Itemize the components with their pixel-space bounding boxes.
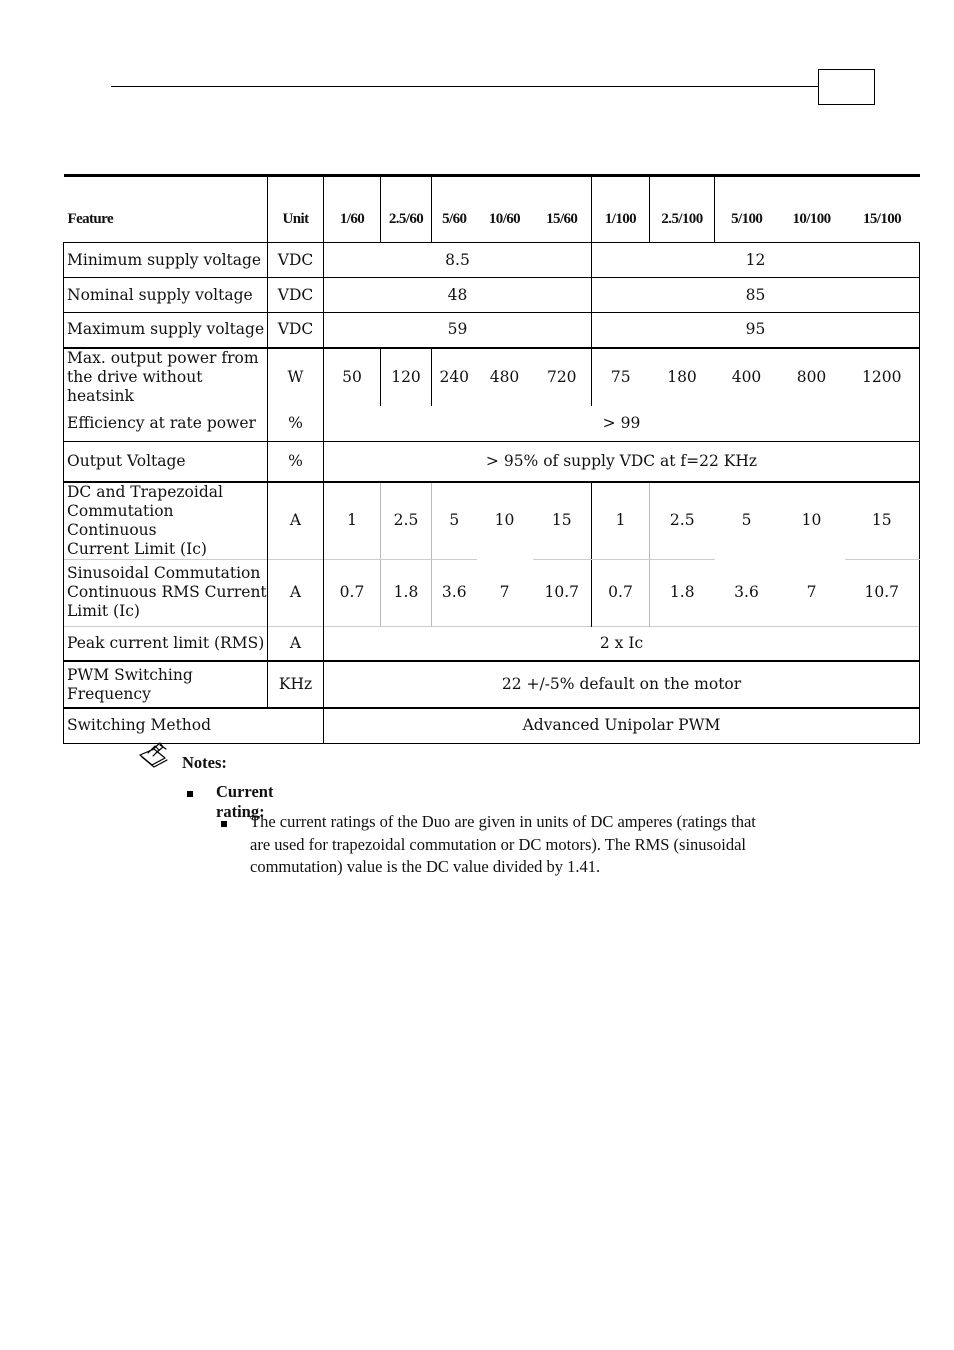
value-cell: 1 — [592, 482, 650, 560]
header-rule — [111, 86, 819, 87]
header-cell: Unit — [268, 176, 324, 243]
value-cell: 75 — [610, 367, 631, 386]
feature-line: Sinusoidal Commutation — [67, 564, 261, 582]
note-paragraph — [250, 811, 850, 879]
value-cell: 2.5 — [650, 482, 715, 560]
bullet-marker — [221, 812, 227, 832]
note-line: The current ratings of the Duo are given in units of DC amperes (ratings that — [250, 812, 756, 831]
note-line: are used for trapezoidal commutation or DC motors). The RMS (sinusoidal — [250, 834, 746, 854]
unit-cell: A — [268, 559, 324, 626]
value-cell: 240 — [439, 367, 470, 386]
header-cell: Feature — [64, 176, 268, 243]
header-cell: 2.5/60 — [381, 176, 432, 243]
note-line: commutation) value is the DC value divided by 1.41. — [250, 857, 601, 876]
feature-cell — [64, 661, 268, 708]
feature-cell: Maximum supply voltage — [64, 313, 268, 348]
unit-cell: VDC — [268, 313, 324, 348]
feature-cell: Minimum supply voltage — [64, 243, 268, 278]
header-cell: 1/60 — [324, 176, 381, 243]
value-cell: 7 — [806, 582, 817, 601]
value-cell: 10.7 — [533, 559, 592, 626]
unit-cell: % — [268, 406, 324, 442]
value-cell: 15 — [533, 482, 592, 560]
spec-table — [63, 174, 920, 744]
value-cell: 10.7 — [845, 559, 920, 626]
value-cell: 400 — [731, 367, 762, 386]
feature-line: Frequency — [67, 684, 151, 703]
value-cell: 15 — [845, 482, 920, 560]
value-cell: 2 x Ic — [324, 626, 920, 661]
notes-title: Notes: — [182, 753, 227, 772]
value-cell: > 95% of supply VDC at f=22 KHz — [324, 442, 920, 482]
feature-cell: Nominal supply voltage — [64, 278, 268, 313]
bullet-marker — [187, 782, 193, 802]
value-cell: 3.6 — [432, 559, 477, 626]
table-row — [64, 482, 920, 560]
value-cell: 50 — [324, 348, 381, 406]
value-cell: 48 — [324, 278, 592, 313]
value-cell: 180 — [667, 367, 697, 386]
value-cell: 2.5 — [381, 482, 432, 560]
feature-cell — [64, 559, 268, 626]
feature-line: Limit (Ic) — [67, 602, 140, 620]
table-row — [64, 708, 920, 743]
feature-line: DC and Trapezoidal — [67, 482, 223, 501]
unit-cell: A — [268, 626, 324, 661]
page-number-box — [818, 69, 875, 105]
value-cell: 95 — [592, 313, 920, 348]
note-hand-icon — [137, 741, 171, 771]
feature-cell: Switching Method — [64, 708, 324, 743]
table-row — [64, 313, 920, 348]
unit-cell: W — [268, 348, 324, 406]
feature-line: Current Limit (Ic) — [67, 539, 207, 558]
value-cell: 10 — [801, 511, 822, 530]
value-cell: 0.7 — [608, 583, 633, 601]
table-row — [64, 278, 920, 313]
bullet-heading: Current rating: — [216, 782, 274, 821]
unit-cell: VDC — [268, 278, 324, 313]
value-cell: 1.8 — [381, 559, 432, 626]
value-cell: 1.8 — [650, 559, 715, 626]
value-cell: 0.7 — [339, 583, 365, 601]
unit-cell: KHz — [268, 661, 324, 708]
feature-line: Max. output power from — [67, 348, 259, 367]
table-row — [64, 406, 920, 442]
value-cell: Advanced Unipolar PWM — [324, 708, 920, 743]
header-cell: 15/60 — [533, 176, 592, 243]
feature-line: Commutation Continuous — [67, 501, 174, 539]
table-row — [64, 661, 920, 708]
value-cell: 1200 — [845, 348, 920, 406]
value-cell: 5 — [741, 511, 752, 530]
table-row — [64, 348, 920, 406]
value-cell: 22 +/-5% default on the motor — [324, 661, 920, 708]
value-cell: 85 — [592, 278, 920, 313]
value-cell: 5 — [432, 482, 477, 560]
header-cell: 10/60 — [477, 176, 533, 243]
value-cell: 7 — [499, 582, 510, 601]
feature-cell — [64, 482, 268, 560]
value-cell: 800 — [796, 367, 827, 386]
table-row — [64, 243, 920, 278]
feature-line: Continuous RMS Current — [67, 583, 267, 601]
unit-cell: % — [268, 442, 324, 482]
table-header-row — [64, 176, 920, 243]
value-cell: 59 — [324, 313, 592, 348]
feature-cell: Peak current limit (RMS) — [64, 626, 268, 661]
value-cell: 3.6 — [734, 582, 759, 601]
value-cell: 1 — [324, 482, 381, 560]
feature-cell: Output Voltage — [64, 442, 268, 482]
header-cell: 5/100 — [715, 176, 779, 243]
value-cell: 120 — [381, 348, 432, 406]
header-cell: 5/60 — [432, 176, 477, 243]
feature-cell — [64, 348, 268, 406]
header-cell: 10/100 — [779, 176, 845, 243]
feature-cell: Efficiency at rate power — [64, 406, 268, 442]
header-cell: 2.5/100 — [650, 176, 715, 243]
header-cell: 1/100 — [592, 176, 650, 243]
value-cell: > 99 — [324, 406, 920, 442]
value-cell: 12 — [592, 243, 920, 278]
value-cell: 480 — [489, 367, 520, 386]
feature-line: the drive without heatsink — [67, 367, 203, 405]
value-cell: 10 — [494, 511, 515, 530]
table-row — [64, 626, 920, 661]
table-row — [64, 559, 920, 626]
table-row — [64, 442, 920, 482]
feature-line: PWM Switching — [67, 665, 193, 684]
unit-cell: VDC — [268, 243, 324, 278]
header-cell: 15/100 — [845, 176, 920, 243]
value-cell: 720 — [533, 348, 592, 406]
value-cell: 8.5 — [324, 243, 592, 278]
unit-cell: A — [268, 482, 324, 560]
